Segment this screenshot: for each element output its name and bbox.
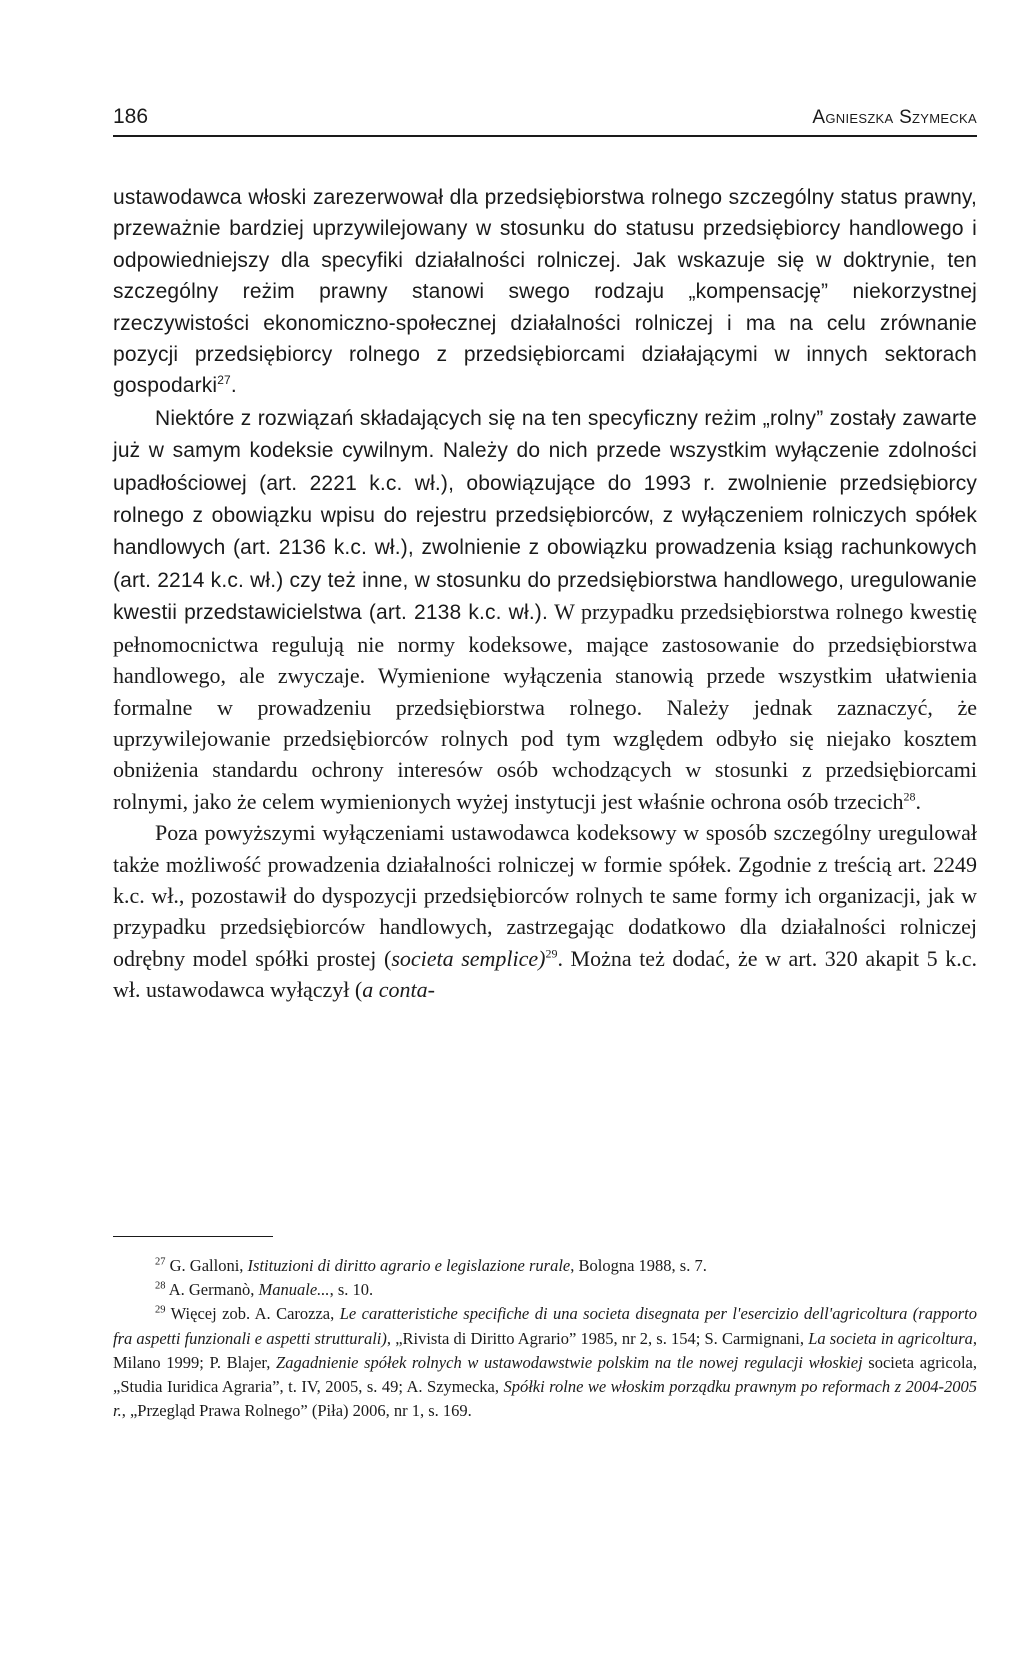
paragraph-3-italic-end: a conta- xyxy=(362,977,435,1003)
footnote-ref-29[interactable]: 29 xyxy=(545,946,558,961)
paragraph-3 xyxy=(113,817,977,1005)
paragraph-1-text: ustawodawca włoski zarezerwował dla przedsiębiorstwa rolnego szczególny status prawny, przeważnie bardziej uprzywilejowany w stosunku do statusu przedsiębiorcy handlowego i odpowiedniejszy dla specyfiki działalności rolniczej. Jak wskazuje się w doktrynie, ten szczególny reżim prawny stanowi swego rodzaju „kompensację” niekorzystnej rzeczywistości ekonomiczno-społecznej działalności rolniczej i ma na celu zrównanie pozycji przedsiębiorcy rolnego z przedsiębiorcami działającymi w innych sektorach gospodarki xyxy=(113,186,977,398)
footnote-number: 27 xyxy=(155,1256,166,1268)
footnote-text: , „Rivista di Diritto Agrario” 1985, nr 2, s. 154; S. Carmignani, xyxy=(386,1328,809,1348)
paragraph-3-text: Poza powyższymi wyłączeniami ustawodawca kodeksowy w sposób szczególny uregulował także możliwość prowadzenia działalności rolniczej w formie spółek. Zgodnie z treścią art. 2249 k.c. wł., pozostawił do dyspozycji przedsiębiorców rolnych te same formy ich organizacji, jak w przypadku przedsiębiorców handlowych, zastrzegając dodatkowo dla działalności rolniczej odrębny model spółki prostej ( xyxy=(113,820,977,971)
footnote-29 xyxy=(113,1302,977,1423)
footnote-text: G. Galloni, xyxy=(165,1256,248,1275)
footnote-title: Istituzioni di diritto agrario e legislazione rurale xyxy=(247,1256,571,1275)
footnote-rule xyxy=(113,1236,273,1237)
header-rule xyxy=(113,135,977,137)
footnote-title: Spółki rolne we włoskim porządku prawnym po reformach z 2004-2005 r. xyxy=(113,1377,978,1421)
paragraph-1 xyxy=(113,182,977,402)
page-number: 186 xyxy=(113,105,149,128)
footnote-ref-27[interactable]: 27 xyxy=(217,373,231,388)
paragraph-2 xyxy=(113,402,977,817)
footnote-title: Le caratteristiche specifiche di una societa disegnata per l'esercizio dell'agricoltura (rapporto fra aspetti funzionali e aspetti strutturali) xyxy=(113,1304,977,1348)
footnote-text: A. Germanò, xyxy=(165,1280,259,1300)
page-header xyxy=(113,104,977,136)
body-text xyxy=(113,182,977,1006)
running-head: Agnieszka Szymecka xyxy=(812,107,977,128)
footnote-text: , s. 10. xyxy=(329,1280,374,1300)
footnotes xyxy=(113,1254,977,1423)
footnote-text: , Milano 1999; P. Blajer, xyxy=(113,1328,977,1372)
paragraph-2-text: W przypadku przedsiębiorstwa rolnego kwestię pełnomocnictwa regulują nie normy kodeksowe, mające zastosowanie do przedsiębiorstwa handlowego, ale zwyczaje. Wymienione wyłączenia stanowią przede wszystkim ułatwienia formalne w prowadzeniu przedsiębiorstwa rolnego. Należy jednak zaznaczyć, że uprzywilejowanie przedsiębiorców rolnych pod tym względem odbyło się niejako kosztem obniżenia standardu ochrony interesów osób wchodzących w stosunki z przedsiębiorcami rolnymi, jako że celem wymienionych wyżej instytucji jest właśnie ochrona osób trzecich xyxy=(113,599,977,814)
footnote-text: , Bologna 1988, s. 7. xyxy=(570,1256,707,1275)
footnote-number: 29 xyxy=(155,1304,166,1316)
footnote-title: Zagadnienie spółek rolnych w ustawodawstwie polskim na tle nowej regulacji włoskiej xyxy=(276,1352,863,1372)
paragraph-1-end: . xyxy=(230,374,237,398)
footnote-text: societa agricola, „Studia Iuridica Agraria”, t. IV, 2005, s. 49; A. Szymecka, xyxy=(113,1352,977,1397)
footnote-text: , „Przegląd Prawa Rolnego” (Piła) 2006, nr 1, s. 169. xyxy=(121,1401,472,1421)
footnote-title: La societa in agricoltura xyxy=(808,1328,973,1348)
footnote-number: 28 xyxy=(155,1280,166,1292)
paragraph-2-end: . xyxy=(915,788,922,814)
footnote-27 xyxy=(113,1254,977,1278)
paragraph-3-text-2: . Można też dodać, że w art. 320 akapit 5 k.c. wł. ustawodawca wyłączył ( xyxy=(113,945,977,1003)
paragraph-2-sans-text: Niektóre z rozwiązań składających się na ten specyficzny reżim „rolny” zostały zawarte już w samym kodeksie cywilnym. Należy do nich przede wszystkim wyłączenie zdolności upadłościowej (art. 2221 k.c. wł.), obowiązujące do 1993 r. zwolnienie przedsiębiorcy rolnego z obowiązku wpisu do rejestru przedsiębiorców, z wyłączeniem rolniczych spółek handlowych (art. 2136 k.c. wł.), zwolnienie z obowiązku prowadzenia ksiąg rachunkowych (art. 2214 k.c. wł.) czy też inne, w stosunku do przedsiębiorstwa handlowego, uregulowanie kwestii przedstawicielstwa (art. 2138 k.c. wł.). xyxy=(113,406,977,625)
footnote-28 xyxy=(113,1278,977,1302)
footnote-title: Manuale... xyxy=(258,1280,330,1300)
paragraph-3-italic: societa semplice) xyxy=(391,945,546,971)
footnote-ref-28[interactable]: 28 xyxy=(903,789,916,804)
footnote-text: Więcej zob. A. Carozza, xyxy=(165,1304,340,1324)
